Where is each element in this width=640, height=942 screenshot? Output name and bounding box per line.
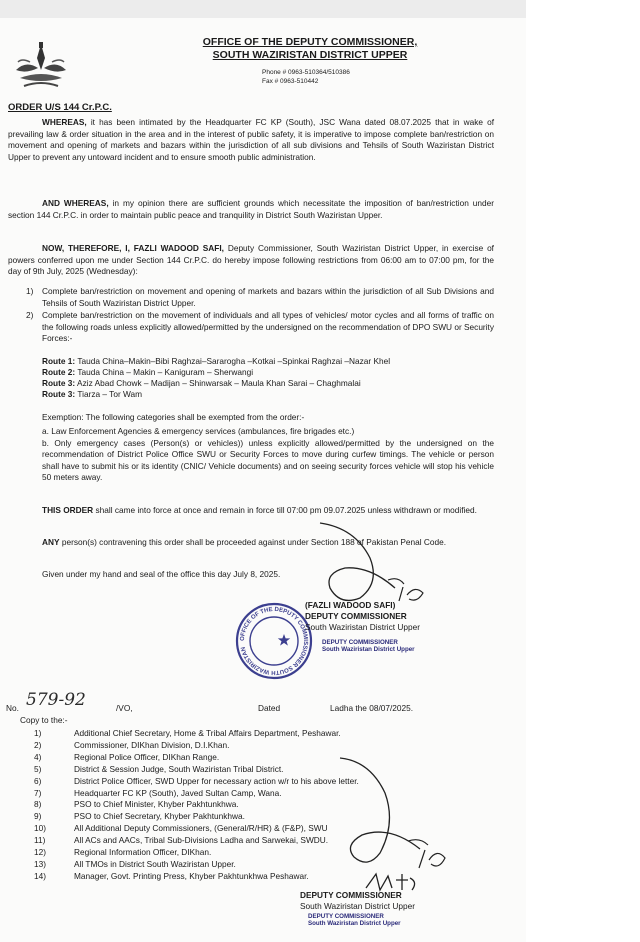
route-label: Route 3: [42,378,76,388]
list-number: 14) [34,870,46,881]
reference-line [0,690,526,712]
list-item [34,752,504,764]
bottom-stamp-line-2: South Waziristan District Upper [308,920,401,928]
this-order-paragraph [8,505,494,517]
list-number: 5) [34,763,42,774]
order-document [0,18,526,942]
route-item [42,378,502,389]
exemption-intro: Exemption: The following categories shall be exempted from the order:- [42,412,305,422]
restriction-number: 2) [26,310,34,321]
list-item [34,764,504,776]
list-text: All TMOs in District South Waziristan Upper. [74,858,236,869]
list-item [34,776,504,788]
list-item [34,823,504,835]
stamp-line-2: South Waziristan District Upper [322,646,415,654]
list-item [34,835,504,847]
signatory-block [305,600,420,633]
list-item [34,728,504,740]
now-therefore-text: Deputy Commissioner, South Waziristan District Upper, in exercise of powers conferred upon me under Section 144 Cr.P.C. do hereby impose following restrictions from 06:00 am to 07:00 pm, for the day of 9th July, 2025 (Wednesday): [8,243,494,277]
restriction-item [26,286,494,309]
order-title: ORDER U/S 144 Cr.P.C. [8,102,112,113]
top-margin-strip [0,0,526,18]
this-order-text: shall came into force at once and remain in force till 07:00 pm 09.07.2025 unless withdrawn or modified. [93,505,477,515]
route-text: Aziz Abad Chowk – Madijan – Shinwarsak – Maula Khan Sarai – Chaghmalai [75,378,361,388]
restriction-text: Complete ban/restriction on the movement of individuals and all types of vehicles/ motor cycles and all forms of traffic on the following roads unless explicitly allowed/permitted by the undersigned on the recommendation of DPO SWU or Security Forces:- [42,310,494,344]
list-text: Additional Chief Secretary, Home & Tribal Affairs Department, Peshawar. [74,728,341,738]
bottom-stamp-line-1: DEPUTY COMMISSIONER [308,913,384,920]
bottom-signatory-title: DEPUTY COMMISSIONER [300,890,402,900]
list-item [34,847,504,859]
list-number: 1) [34,728,42,738]
restriction-text: Complete ban/restriction on movement and opening of markets and bazars within the jurisdiction of all Sub Divisions and Tehsils of South Waziristan District Upper. [42,286,494,308]
exemption-section [42,412,494,483]
route-list [42,356,502,400]
bottom-designation-stamp [308,913,401,928]
and-whereas-paragraph [8,198,494,221]
bottom-signatory-district: South Waziristan District Upper [300,901,415,911]
reference-suffix: /VO, [116,703,133,713]
contact-info [262,68,350,86]
list-text: District & Session Judge, South Waziristan Tribal District. [74,763,284,774]
route-text: Tauda China–Makin–Bibi Raghzai–Sararogha –Kotkai –Spinkai Raghzai –Nazar Khel [75,356,391,366]
list-number: 13) [34,858,46,869]
and-whereas-text: in my opinion there are sufficient grounds which necessitate the imposition of ban/restriction under section 144 Cr.P.C. in order to maintain public peace and tranquility in District South Waziristan Upper. [8,198,494,220]
list-number: 8) [34,799,42,810]
any-person-lead: ANY [42,537,60,547]
restriction-number: 1) [26,286,34,296]
list-number: 10) [34,823,46,834]
list-text: Regional Information Officer, DIKhan. [74,847,212,858]
dated-label: Dated [258,703,281,713]
whereas-text: it has been intimated by the Headquarter FC KP (South), JSC Wana dated 08.07.2025 that in wake of prevailing law & order situation in the area and in the interest of public safety, it is imperative to impose complete ban/restriction on movement and opening of markets and bazars within the jurisdiction of all sub divisions and Tehsils of South Waziristan District Upper to prevent any untoward incident and to ensure smooth public administration. [8,117,494,162]
whereas-paragraph [8,117,494,163]
route-label: Route 3: [42,389,76,399]
exemption-a: a. Law Enforcement Agencies & emergency services (ambulances, fire brigades etc.) [42,426,355,437]
bottom-signatory-block [300,890,415,912]
list-text: Manager, Govt. Printing Press, Khyber Pakhtunkhwa Peshawar. [74,870,309,881]
office-line-1: OFFICE OF THE DEPUTY COMMISSIONER, [202,36,418,48]
office-title [180,36,440,62]
reference-number: 579-92 [26,690,86,710]
designation-stamp [322,639,415,654]
and-whereas-lead: AND WHEREAS, [42,198,109,208]
now-therefore-paragraph [8,243,494,278]
route-label: Route 2: [42,367,76,377]
office-line-2: SOUTH WAZIRISTAN DISTRICT UPPER [212,49,408,61]
route-text: Tiarza – Tor Wam [75,389,143,399]
list-text: Commissioner, DIKhan Division, D.I.Khan. [74,739,230,750]
list-text: PSO to Chief Minister, Khyber Pakhtunkhwa. [74,799,239,810]
list-item [34,788,504,800]
signatory-title: DEPUTY COMMISSIONER [305,611,407,621]
route-item [42,356,502,367]
government-emblem-icon [12,40,70,92]
list-number: 12) [34,847,46,858]
route-label: Route 1: [42,356,76,366]
copy-to-list [34,728,504,883]
stamp-line-1: DEPUTY COMMISSIONER [322,639,398,646]
any-person-paragraph [8,537,494,549]
list-item [34,859,504,871]
whereas-lead: WHEREAS, [42,117,87,127]
place-date: Ladha the 08/07/2025. [330,703,414,713]
list-text: PSO to Chief Secretary, Khyber Pakhtunkhwa. [74,811,245,822]
list-number: 7) [34,787,42,798]
restriction-item [26,310,494,345]
phone-number: Phone # 0963-510364/510386 [262,69,350,76]
restriction-list [26,286,494,346]
any-person-text: person(s) contravening this order shall be proceeded against under Section 188 of Pakistan Penal Code. [59,537,447,547]
list-text: Headquarter FC KP (South), Javed Sultan Camp, Wana. [74,787,282,798]
list-number: 6) [34,775,42,786]
list-text: All ACs and AACs, Tribal Sub-Divisions Ladha and Sarwekai, SWDU. [74,835,329,846]
reference-no-label: No. [6,703,19,713]
list-item [34,811,504,823]
list-item [34,799,504,811]
signatory-district: South Waziristan District Upper [305,622,420,632]
given-under-line: Given under my hand and seal of the office this day July 8, 2025. [42,569,281,579]
route-item [42,389,502,400]
list-number: 2) [34,739,42,750]
seal-text: OFFICE OF THE DEPUTY COMMISSIONER SOUTH WAZIRISTAN [239,606,309,676]
exemption-b: b. Only emergency cases (Person(s) or vehicles)) unless explicitly allowed/permitted by the undersigned on the recommendation of District Police Office SWU or Security Forces to move during curfew timings. The vehicle or person shall have to submit his or its identity (CNIC/ Vehicle documents) and on seeing security forces vehicle will stop his vehicle 50 meters away. [42,437,494,483]
official-seal [234,601,314,681]
list-number: 11) [34,835,46,846]
list-text: All Additional Deputy Commissioners, (General/R/HR) & (F&P), SWU [74,823,328,834]
list-number: 9) [34,811,42,822]
list-text: Regional Police Officer, DIKhan Range. [74,751,220,762]
list-number: 4) [34,751,42,762]
copy-to-label: Copy to the:- [20,715,68,725]
fax-number: Fax # 0963-510442 [262,78,319,85]
route-text: Tauda China – Makin – Kaniguram – Sherwangi [75,367,254,377]
signatory-name: (FAZLI WADOOD SAFI) [305,600,396,610]
signature-scrawl-upper [300,518,420,608]
list-item [34,871,504,883]
list-text: District Police Officer, SWD Upper for necessary action w/r to his above letter. [74,775,359,786]
route-item [42,367,502,378]
this-order-lead: THIS ORDER [42,505,94,515]
now-therefore-lead: NOW, THEREFORE, I, FAZLI WADOOD SAFI, [42,243,224,253]
list-item [34,740,504,752]
